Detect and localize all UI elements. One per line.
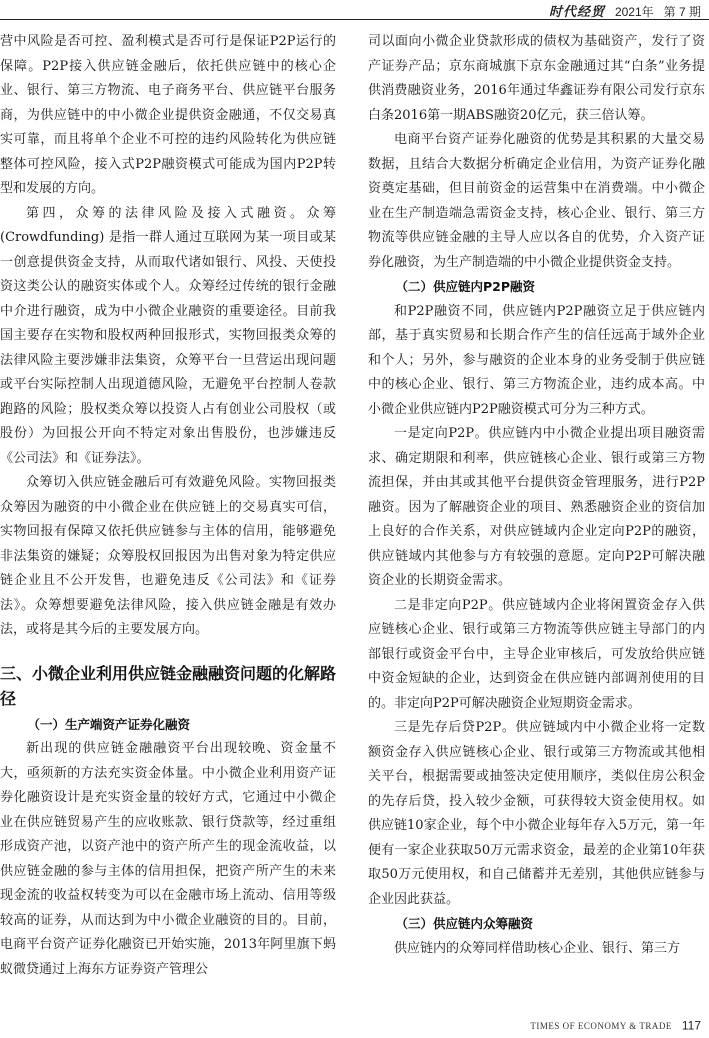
header-rule bbox=[0, 19, 709, 20]
page-number: 117 bbox=[681, 1018, 701, 1033]
left-column bbox=[0, 30, 336, 1015]
header-year: 2021年 bbox=[614, 5, 654, 19]
right-paragraph-1: 司以面向小微企业贷款形成的债权为基础资产，发行了资产证券产品；京东商城旗下京东金融通过其“白条”业务提供消费融资业务，2016年通过华鑫证券有限公司发行京东白条2016第一期ABS融资20亿元，获三倍认筹。 bbox=[368, 34, 705, 123]
right-paragraph-2: 电商平台资产证券化融资的优势是其积累的大量交易数据，且结合大数据分析确定企业信用，为资产证券化融资奠定基础，但目前资金的运营集中在消费端。中小微企业在生产制造端急需资金支持，核心企业、银行、第三方物流等供应链金融的主导人应以各自的优势，介入资产证券化融资，为生产制造端的中小微企业提供资金支持。 bbox=[368, 132, 705, 270]
header-issue: 第 7 期 bbox=[663, 5, 701, 19]
left-paragraph-1: 营中风险是否可控、盈利模式是否可行是保证P2P运行的保障。P2P接入供应链金融后，依托供应链中的核心企业、银行、第三方物流、电子商务平台、供应链平台服务商，为供应链中的中小微企业提供资金融通，不仅交易真实可靠，而且将单个企业不可控的违约风险转化为供应链整体可控风险，接入式P2P融资模式可能成为国内P2P转型和发展的方向。 bbox=[0, 34, 336, 196]
subsection-1-heading: （一）生产端资产证券化融资 bbox=[27, 716, 191, 732]
right-column bbox=[368, 30, 705, 1015]
running-footer bbox=[530, 1015, 701, 1035]
section-3-heading: 三、小微企业利用供应链金融融资问题的化解路径 bbox=[0, 663, 337, 708]
header-text bbox=[549, 1, 701, 20]
left-paragraph-3: 众筹切入供应链金融后可有效避免风险。实物回报类众筹因为融资的中小微企业在供应链上的交易真实可信，实物回报有保障又依托供应链参与主体的信用，能够避免非法集资的嫌疑；众筹股权回报因为出售对象为特定供应链企业且不公开发售，也避免违反《公司法》和《证券法》。众筹想要避免法律风险，接入供应链金融是有效办法，或将是其今后的主要发展方向。 bbox=[0, 475, 336, 637]
left-paragraph-4: 新出现的供应链金融融资平台出现较晚、资金量不大，亟须新的方法充实资金体量。中小微企业利用资产证券化融资设计是充实资金量的较好方式，它通过中小微企业在供应链贸易产生的应收账款、银行贷款等，经过重组形成资产池，以资产池中的资产所产生的现金流收益，以供应链金融的参与主体的信用担保，把资产所产生的未来现金流的收益权转变为可以在金融市场上流动、信用等级较高的证券，从而达到为中小微企业融资的目的。目前，电商平台资产证券化融资已开始实施，2013年阿里旗下蚂蚁微贷通过上海东方证券资产管理公 bbox=[0, 741, 336, 977]
right-paragraph-5: 二是非定向P2P。供应链域内企业将闲置资金存入供应链核心企业、银行或第三方物流等供应链主导部门的内部银行或资金平台中，主导企业审核后，可发放给供应链中资金短缺的企业，达到资金在供应链内部调剂使用的目的。非定向P2P可解决融资企业短期资金需求。 bbox=[368, 597, 705, 711]
subsection-2-heading: （二）供应链内P2P融资 bbox=[395, 279, 536, 294]
journal-brand: 时代经贸 bbox=[548, 4, 605, 19]
footer-journal-name: TIMES OF ECONOMY & TRADE bbox=[530, 1020, 672, 1031]
right-paragraph-3: 和P2P融资不同，供应链内P2P融资立足于供应链内部，基于真实贸易和长期合作产生的信任远高于域外企业和个人；另外，参与融资的企业本身的业务受制于供应链中的核心企业、银行、第三方物流企业，违约成本高。中小微企业供应链内P2P融资模式可分为三种方式。 bbox=[368, 303, 705, 417]
subsection-3-heading: （三）供应链内众筹融资 bbox=[395, 916, 534, 931]
right-paragraph-4: 一是定向P2P。供应链内中小微企业提出项目融资需求、确定期限和利率，供应链核心企业、银行或第三方物流担保，并由其或其他平台提供资金管理服务，进行P2P融资。因为了解融资企业的项目、熟悉融资企业的资信加上良好的合作关系，对供应链域内企业定向P2P的融资，供应链域内其他参与方有较强的意愿。定向P2P可解决融资企业的长期资金需求。 bbox=[368, 426, 705, 588]
right-paragraph-7: 供应链内的众筹同样借助核心企业、银行、第三方 bbox=[394, 940, 681, 956]
running-header bbox=[0, 0, 709, 20]
right-paragraph-6: 三是先存后贷P2P。供应链域内中小微企业将一定数额资金存入供应链核心企业、银行或第三方物流或其他相关平台，根据需要或抽签决定使用顺序，类似住房公积金的先存后贷，投入较少金额，可获得较大资金使用权。如供应链10家企业，每个中小微企业每年存入5万元，第一年便有一家企业获取50万元需求资金，最差的企业第10年获取50万元使用权，和自己储蓄并无差别，其他供应链参与企业因此获益。 bbox=[368, 720, 705, 907]
left-paragraph-2: 第四，众筹的法律风险及接入式融资。众筹(Crowdfunding) 是指一群人通过互联网为某一项目或某一创意提供资金支持，从而取代诸如银行、风投、天使投资这类公认的融资实体或个人。众筹经过传统的银行金融中介进行融资，成为中小微企业融资的重要途径。目前我国主要存在实物和股权两种回报形式，实物回报类众筹的法律风险主要涉嫌非法集资，众筹平台一旦营运出现问题或平台实际控制人出现道德风险，无避免平台控制人卷款跑路的风险；股权类众筹以投资人占有创业公司股权（或股份）为回报公开向不特定对象出售股份，也涉嫌违反《公司法》和《证券法》。 bbox=[0, 205, 336, 466]
